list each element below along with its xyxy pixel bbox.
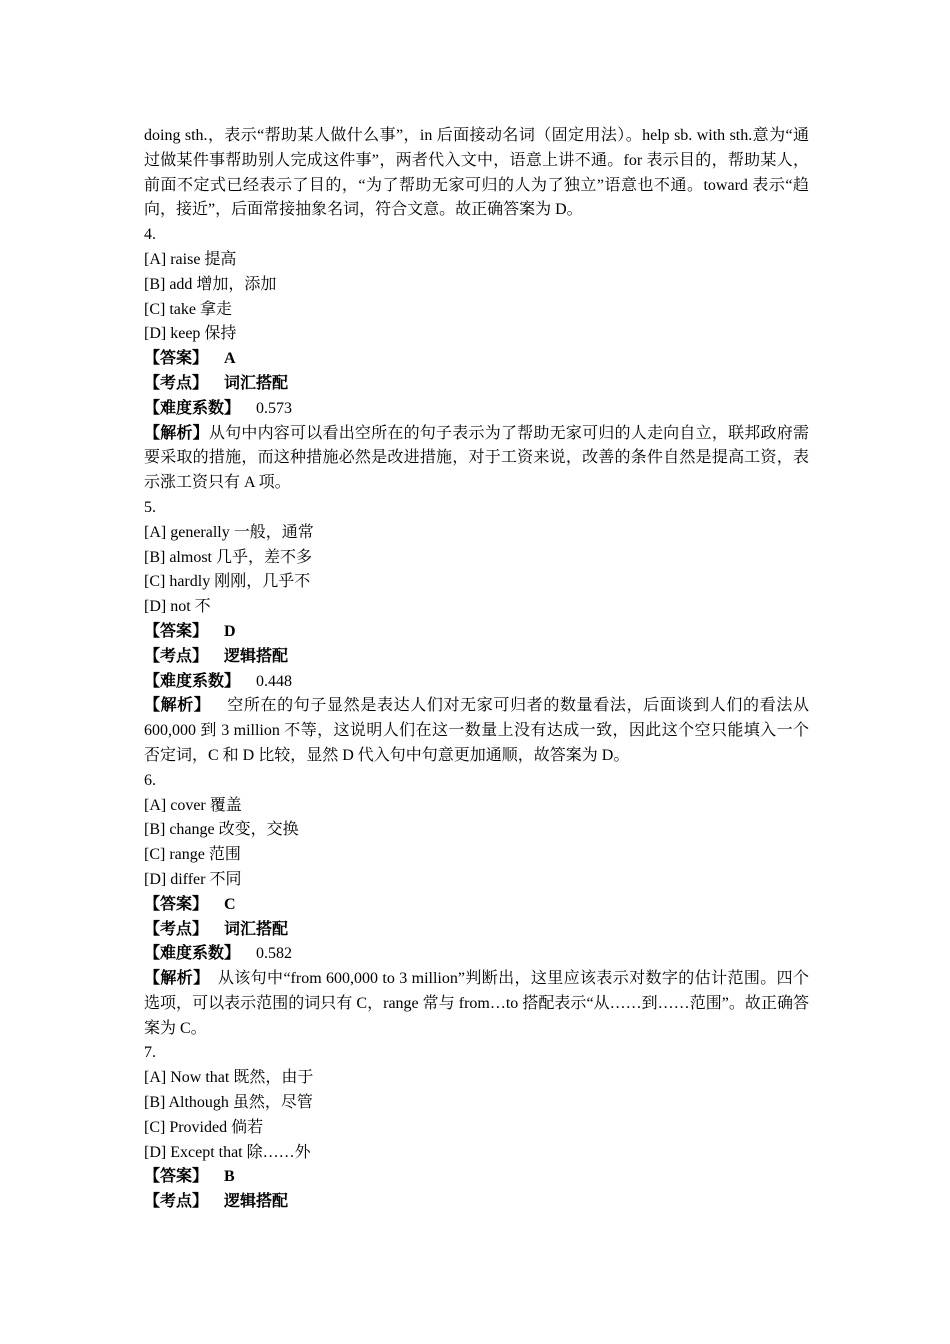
- answer-tag: 【答案】: [144, 350, 209, 368]
- point-tag: 【考点】: [144, 920, 209, 938]
- option-d: [D] differ 不同: [144, 870, 242, 888]
- option-c: [C] range 范围: [144, 846, 241, 864]
- difficulty-value: 0.582: [256, 945, 293, 963]
- answer-tag: 【答案】: [144, 622, 209, 640]
- answer-value: A: [224, 350, 236, 368]
- option-d: [D] keep 保持: [144, 325, 237, 343]
- option-a: [A] Now that 既然，由于: [144, 1069, 314, 1087]
- point-row: [144, 645, 809, 670]
- difficulty-tag: 【难度系数】: [144, 672, 241, 690]
- analysis-tag: 【解析】: [144, 697, 211, 715]
- option-d: [D] Except that 除……外: [144, 1143, 311, 1161]
- analysis-row: [144, 694, 809, 768]
- question-7: [144, 1041, 809, 1215]
- answer-row: [144, 620, 809, 645]
- answer-value: C: [224, 895, 236, 913]
- analysis-text: 从该句中“from 600,000 to 3 million”判断出，这里应该表示对数字的估计范围。四个选项，可以表示范围的词只有 C，range 常与 from…to 搭配表示“从……到……范围”。故正确答案为 C。: [144, 970, 809, 1037]
- question-number: 6.: [144, 771, 156, 789]
- answer-row: [144, 1165, 809, 1190]
- option-b: [B] Although 虽然，尽管: [144, 1094, 313, 1112]
- analysis-text: 从句中内容可以看出空所在的句子表示为了帮助无家可归的人走向自立，联邦政府需要采取的措施，而这种措施必然是改进措施，对于工资来说，改善的条件自然是提高工资，表示涨工资只有 A 项。: [144, 424, 809, 492]
- page-content: [144, 124, 809, 1215]
- point-tag: 【考点】: [144, 647, 209, 665]
- analysis-row: [144, 967, 809, 1041]
- answer-value: D: [224, 622, 236, 640]
- point-value: 词汇搭配: [224, 920, 289, 938]
- analysis-tag: 【解析】: [144, 424, 209, 442]
- question-number: 4.: [144, 226, 156, 244]
- point-row: [144, 1190, 809, 1215]
- option-c: [C] take 拿走: [144, 300, 232, 318]
- answer-row: [144, 347, 809, 372]
- question-4: [144, 223, 809, 496]
- answer-tag: 【答案】: [144, 1168, 209, 1186]
- difficulty-row: [144, 397, 809, 422]
- intro-paragraph: doing sth.，表示“帮助某人做什么事”，in 后面接动名词（固定用法）。help sb. with sth.意为“通过做某件事帮助别人完成这件事”，两者代入文中，语意上讲不通。for 表示目的，帮助某人，前面不定式已经表示了目的，“为了帮助无家可归的人为了独立”语意也不通。toward 表示“趋向，接近”，后面常接抽象名词，符合文意。故正确答案为 D。: [144, 127, 809, 219]
- option-b: [B] change 改变，交换: [144, 821, 299, 839]
- option-b: [B] add 增加，添加: [144, 275, 277, 293]
- point-tag: 【考点】: [144, 374, 209, 392]
- difficulty-value: 0.448: [256, 672, 293, 690]
- option-d: [D] not 不: [144, 598, 211, 616]
- point-value: 词汇搭配: [224, 374, 289, 392]
- option-c: [C] hardly 刚刚，几乎不: [144, 573, 311, 591]
- point-value: 逻辑搭配: [224, 1193, 289, 1211]
- point-tag: 【考点】: [144, 1193, 209, 1211]
- difficulty-value: 0.573: [256, 399, 293, 417]
- answer-tag: 【答案】: [144, 895, 209, 913]
- option-a: [A] cover 覆盖: [144, 796, 242, 814]
- question-6: [144, 769, 809, 1042]
- question-5: [144, 496, 809, 769]
- option-c: [C] Provided 倘若: [144, 1118, 264, 1136]
- point-value: 逻辑搭配: [224, 647, 289, 665]
- analysis-text: 空所在的句子显然是表达人们对无家可归者的数量看法，后面谈到人们的看法从 600,000 到 3 million 不等，这说明人们在这一数量上没有达成一致，因此这个空只能填入一个否定词，C 和 D 比较，显然 D 代入句中句意更加通顺，故答案为 D。: [144, 697, 809, 764]
- difficulty-row: [144, 670, 809, 695]
- difficulty-row: [144, 942, 809, 967]
- answer-row: [144, 893, 809, 918]
- question-number: 5.: [144, 498, 156, 516]
- difficulty-tag: 【难度系数】: [144, 399, 241, 417]
- difficulty-tag: 【难度系数】: [144, 945, 241, 963]
- analysis-tag: 【解析】: [144, 970, 210, 988]
- option-b: [B] almost 几乎，差不多: [144, 548, 312, 566]
- point-row: [144, 918, 809, 943]
- analysis-row: [144, 422, 809, 496]
- option-a: [A] generally 一般，通常: [144, 523, 314, 541]
- option-a: [A] raise 提高: [144, 250, 237, 268]
- answer-value: B: [224, 1168, 235, 1186]
- question-number: 7.: [144, 1044, 156, 1062]
- point-row: [144, 372, 809, 397]
